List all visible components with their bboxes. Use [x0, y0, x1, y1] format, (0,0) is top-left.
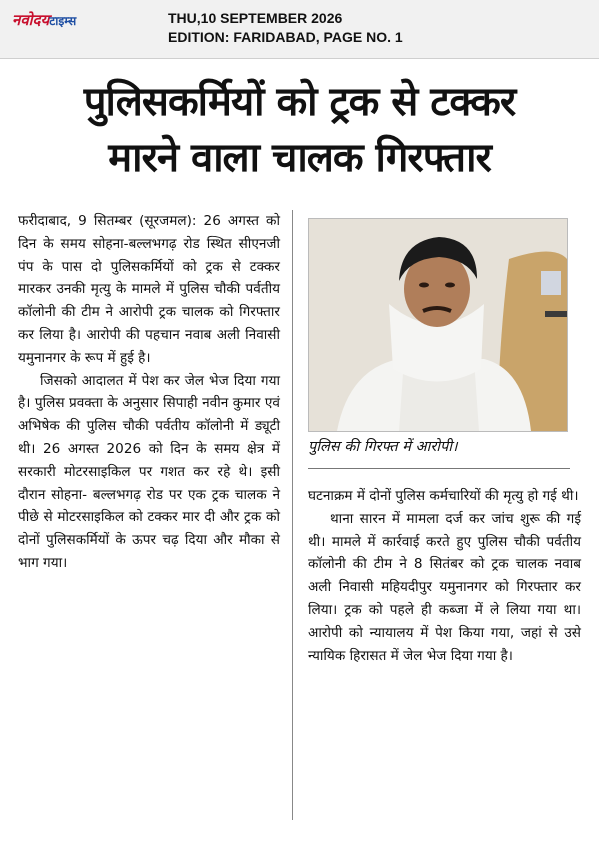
accused-photo-illustration — [309, 219, 567, 431]
paragraph-2: जिसको आदालत में पेश कर जेल भेज दिया गया है। पुलिस प्रवक्ता के अनुसार सिपाही नवीन कुमार एवं अभिषेक की पुलिस चौकी पर्वतीय कॉलोनी में ड्यूटी थी। 26 अगस्त 2026 को दिन के समय क्षेत्र में सरकारी मोटरसाइकिल पर गशत कर रहे थे। इसी दौरान सोहना- बल्लभगढ़ रोड पर एक ट्रक चालक ने पीछे से मोटरसाइकिल को टक्कर मार दी और ट्रक को दोनों पुलिसकर्मियों के ऊपर चढ़ दिया और मौका से भाग गया। — [18, 372, 280, 571]
accused-photo — [308, 218, 568, 432]
edition-line: EDITION: FARIDABAD, PAGE NO. 1 — [168, 29, 403, 45]
headline — [0, 74, 599, 186]
headline-line-1: पुलिसकर्मियों को ट्रक से टक्कर — [83, 79, 516, 125]
masthead-bar — [0, 0, 599, 59]
newspaper-logo[interactable] — [12, 10, 76, 30]
article-column-2 — [308, 485, 581, 667]
edition-info — [168, 9, 403, 47]
paragraph-1: फरीदाबाद, 9 सितम्बर (सूरजमल): 26 अगस्त को दिन के समय सोहना-बल्लभगढ़ रोड स्थित सीएनजी पंप के पास दो पुलिसकर्मियों को ट्रक से टक्कर मारकर उनकी मृत्यु के मामले में पुलिस चौकी पर्वतीय कॉलोनी की टीम ने आरोपी ट्रक चालक को गिरफ्तार कर लिया है। आरोपी की पहचान नवाब अली निवासी यमुनानगर के रूप में हुई है। — [18, 213, 280, 366]
article-column-1 — [18, 210, 280, 575]
column-divider — [292, 210, 293, 820]
date-line: THU,10 SEPTEMBER 2026 — [168, 10, 343, 26]
caption-rule — [308, 468, 570, 469]
paragraph-3: घटनाक्रम में दोनों पुलिस कर्मचारियों की मृत्यु हो गई थी। — [308, 488, 579, 504]
photo-caption: पुलिस की गिरफ्त में आरोपी। — [308, 439, 458, 455]
logo-hindi: नवोदय — [12, 11, 50, 29]
headline-line-2: मारने वाला चालक गिरफ्तार — [108, 135, 491, 181]
paragraph-4: थाना सारन में मामला दर्ज कर जांच शुरू की गई थी। मामले में कार्रवाई करते हुए पुलिस चौकी पर्वतीय कॉलोनी की टीम ने 8 सितंबर को ट्रक चालक नवाब अली निवासी महियदीपुर यमुनानगर को गिरफ्तार कर लिया। ट्रक को पहले ही कब्जा में ले लिया गया था। आरोपी को न्यायालय में पेश किया गया, जहां से उसे न्यायिक हिरासत में जेल भेज दिया गया है। — [308, 510, 581, 664]
logo-suffix: टाइम्स — [49, 14, 77, 28]
